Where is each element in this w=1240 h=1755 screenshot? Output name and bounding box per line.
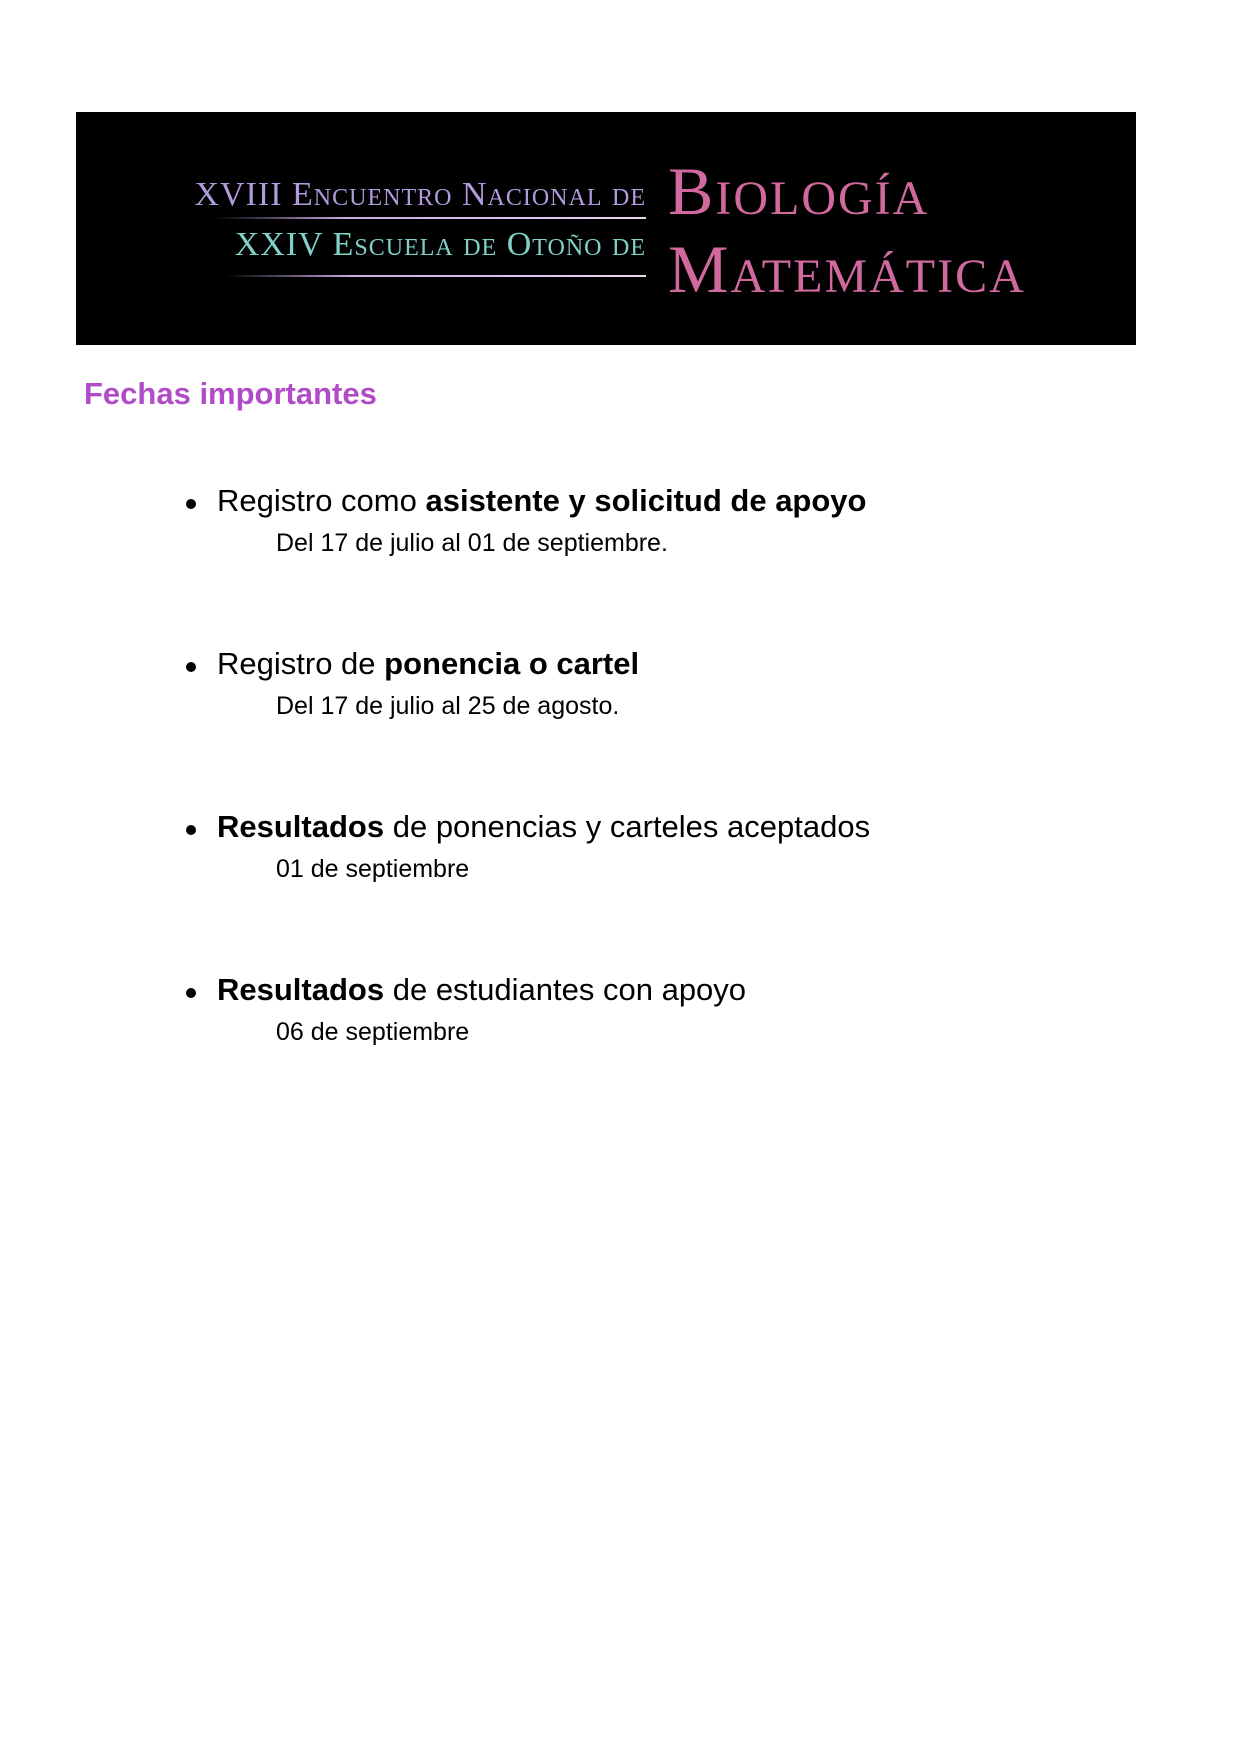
- item-title-suffix: de estudiantes con apoyo: [384, 972, 747, 1007]
- banner-right-block: [668, 112, 1128, 345]
- item-title: [217, 646, 639, 682]
- banner-line-2: XXIV Escuela de Otoño de: [234, 226, 646, 263]
- section-title: Fechas importantes: [84, 376, 377, 411]
- item-title-bold: Resultados: [217, 809, 385, 844]
- item-date: Del 17 de julio al 01 de septiembre.: [276, 529, 668, 557]
- banner-underline-2: [226, 275, 646, 277]
- item-title-bold: Resultados: [217, 972, 385, 1007]
- item-title: [217, 972, 746, 1008]
- banner-underline-1: [216, 217, 646, 219]
- item-date: Del 17 de julio al 25 de agosto.: [276, 692, 620, 720]
- bullet-icon: [186, 825, 196, 835]
- item-title-prefix: Registro como: [217, 483, 426, 518]
- bullet-icon: [186, 499, 196, 509]
- item-title-prefix: Registro de: [217, 646, 385, 681]
- item-title-suffix: de ponencias y carteles aceptados: [384, 809, 871, 844]
- item-title-bold: ponencia o cartel: [384, 646, 640, 681]
- banner-line-1: XVIII Encuentro Nacional de: [194, 176, 646, 213]
- banner-title-biologia: Biología: [668, 153, 930, 229]
- banner-title-matematica: Matemática: [668, 231, 1026, 307]
- event-banner: [76, 112, 1136, 345]
- banner-left-block: [86, 112, 646, 345]
- item-title: [217, 809, 870, 845]
- item-date: 01 de septiembre: [276, 855, 470, 883]
- item-title: [217, 483, 866, 519]
- bullet-icon: [186, 662, 196, 672]
- bullet-icon: [186, 988, 196, 998]
- item-title-bold: asistente y solicitud de apoyo: [425, 483, 867, 518]
- item-date: 06 de septiembre: [276, 1018, 470, 1046]
